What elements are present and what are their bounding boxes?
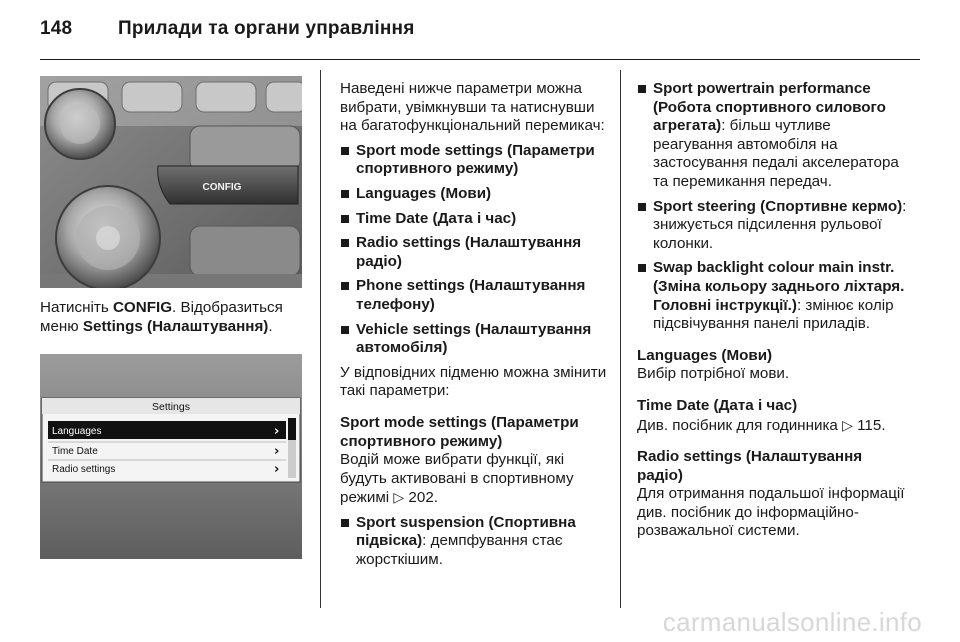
- screen-item-radio-settings: Radio settings: [52, 464, 116, 475]
- bullet-phone-settings: Phone settings (Налаштування телефону): [340, 277, 608, 314]
- languages-text: Вибір потрібної мови.: [637, 365, 790, 383]
- bullet-sport-mode: Sport mode settings (Параметри спортивного режиму): [340, 142, 608, 179]
- radio-settings-text: Для отримання подальшої інформації див. посібник до інформаційно-розважальної системи.: [637, 485, 905, 540]
- bullet-sport-suspension: Sport suspension (Спортивна підвіска): демпфування стає жорсткішим.: [340, 514, 608, 570]
- bullet-time-date: Time Date (Дата і час): [340, 210, 608, 229]
- bullet-sport-powertrain: Sport powertrain performance (Робота спортивного силового агрегата): більш чутливе реагування автомобіля на застосування педалі акселератора та перемикання передач.: [637, 80, 912, 192]
- config-button-label: CONFIG: [202, 182, 242, 193]
- time-date-text: Див. посібник для годинника ▷ 115.: [637, 416, 886, 434]
- header-rule: [40, 59, 920, 60]
- screen-item-time-date: Time Date: [52, 446, 98, 457]
- time-date-heading: Time Date (Дата і час): [637, 396, 798, 414]
- chevron-right-icon: ›: [274, 424, 280, 439]
- watermark: carmanualsonline.info: [662, 607, 922, 637]
- bullet-sport-steering: Sport steering (Спортивне кермо): знижується підсилення рульової колонки.: [637, 198, 912, 254]
- press-config-paragraph: Натисніть CONFIG. Відобразиться меню Settings (Налаштування).: [40, 299, 283, 335]
- radio-settings-heading: Radio settings (Налаштування радіо): [637, 448, 863, 484]
- sport-mode-heading: Sport mode settings (Параметри спортивного режиму): [340, 413, 579, 450]
- screen-item-languages: Languages: [52, 426, 102, 437]
- bullet-languages: Languages (Мови): [340, 185, 608, 204]
- column-divider-1: [320, 70, 321, 608]
- bullet-radio-settings: Radio settings (Налаштування радіо): [340, 234, 608, 271]
- middle-column: [340, 80, 608, 570]
- screen-title: Settings: [152, 401, 190, 413]
- column-divider-2: [620, 70, 621, 608]
- control-panel-photo: [40, 76, 302, 288]
- languages-heading: Languages (Мови): [637, 346, 773, 364]
- bullet-vehicle-settings: Vehicle settings (Налаштування автомобіля): [340, 321, 608, 358]
- bullet-swap-backlight: Swap backlight colour main instr. (Зміна кольору заднього ліхтаря. Головні інструкції.): змінює колір підсвічування панелі приладів.: [637, 259, 912, 333]
- intro-paragraph: Наведені нижче параметри можна вибрати, увімкнувши та натиснувши на багатофункціональний перемикач:: [340, 80, 605, 135]
- page-header: [40, 18, 415, 40]
- page-number: 148: [40, 18, 73, 39]
- reference-arrow-icon: ▷: [842, 416, 853, 433]
- chevron-right-icon: ›: [274, 462, 280, 477]
- page-title: Прилади та органи управління: [118, 18, 415, 39]
- left-column: [40, 299, 302, 336]
- submenu-paragraph: У відповідних підменю можна змінити такі параметри:: [340, 363, 607, 400]
- right-column: [637, 80, 912, 541]
- reference-arrow-icon: ▷: [393, 489, 405, 506]
- chevron-right-icon: ›: [274, 444, 280, 459]
- sport-mode-text: Водій може вибрати функції, які будуть активовані в спортивному режимі ▷ 202.: [340, 451, 574, 507]
- settings-display-image: [40, 354, 302, 559]
